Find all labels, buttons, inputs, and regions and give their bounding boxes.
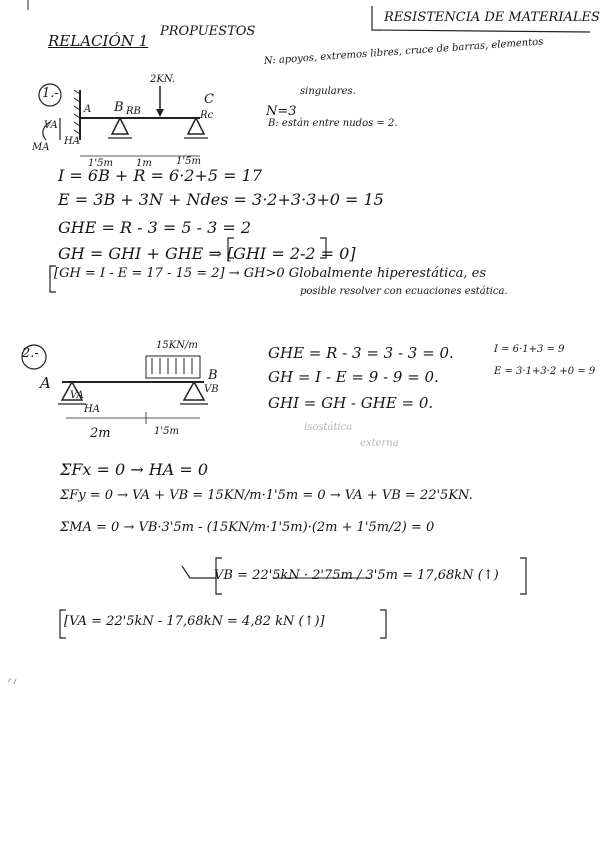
p1-ha: HA bbox=[64, 136, 80, 147]
p1-note-4: B: están entre nudos = 2. bbox=[268, 118, 398, 129]
p1-eq-5: [GH = I - E = 17 - 15 = 2] → GH>0 Globalmente hiperestática, es bbox=[54, 266, 486, 281]
p1-eq-2: E = 3B + 3N + Ndes = 3·2+3·3+0 = 15 bbox=[58, 190, 384, 209]
p2-faint-note-1: isostática bbox=[304, 422, 353, 433]
p1-note-2: singulares. bbox=[300, 86, 356, 97]
propuestos-subtitle: PROPUESTOS bbox=[160, 24, 256, 39]
p2-eq-2: ΣFy = 0 → VA + VB = 15KN/m·1'5m = 0 → VA + VB = 22'5KN. bbox=[60, 488, 473, 503]
p2-eq-1: ΣFx = 0 → HA = 0 bbox=[60, 460, 209, 479]
p2-bracket-va-right bbox=[380, 610, 386, 638]
p1-va: VA bbox=[44, 120, 58, 131]
problem1-number: 1.- bbox=[42, 86, 59, 101]
p2-ha: HA bbox=[84, 404, 100, 415]
problem1-load-label: 2KN. bbox=[150, 74, 176, 85]
p1-rb: RB bbox=[126, 106, 141, 117]
p1-load-arrowhead bbox=[156, 109, 164, 117]
header-box-line bbox=[372, 6, 590, 32]
p2-side-eq-2: GH = I - E = 9 - 9 = 0. bbox=[268, 368, 439, 386]
p2-side-note-1: I = 6·1+3 = 9 bbox=[494, 344, 565, 355]
stray-marks bbox=[8, 678, 16, 684]
p1-dim-3: 1'5m bbox=[176, 156, 201, 167]
p1-moment-arrow bbox=[43, 122, 50, 140]
p1-rc: Rc bbox=[200, 110, 214, 121]
p2-node-a: A bbox=[40, 374, 51, 392]
p2-dim-1: 2m bbox=[90, 426, 111, 441]
p1-eq-4: GH = GHI + GHE ⇒ [GHI = 2-2 = 0] bbox=[58, 244, 356, 263]
p1-support-b bbox=[112, 118, 128, 134]
problem2-number: 2.- bbox=[22, 346, 39, 361]
p1-node-b: B bbox=[114, 100, 124, 115]
p2-side-eq-3: GHI = GH - GHE = 0. bbox=[268, 394, 434, 412]
p2-load-label: 15KN/m bbox=[156, 340, 198, 351]
p1-node-c: C bbox=[204, 92, 214, 107]
p2-side-note-2: E = 3·1+3·2 +0 = 9 bbox=[494, 366, 596, 377]
p2-bracket-vb-right bbox=[520, 558, 526, 594]
p1-bracket-gh-left bbox=[50, 266, 56, 292]
p2-vb: VB bbox=[204, 384, 219, 395]
p1-eq-3: GHE = R - 3 = 5 - 3 = 2 bbox=[58, 218, 252, 237]
problem1-circle bbox=[39, 84, 61, 106]
p1-ma: MA bbox=[32, 142, 50, 153]
p1-eq-1: I = 6B + R = 6·2+5 = 17 bbox=[58, 166, 263, 185]
problem2-circle bbox=[22, 345, 46, 369]
p1-note-3: N=3 bbox=[266, 104, 297, 119]
p1-node-a: A bbox=[84, 104, 92, 115]
p1-note-1: N: apoyos, extremos libres, cruce de barras, elementos bbox=[263, 36, 544, 67]
p2-eq-5: [VA = 22'5kN - 17,68kN = 4,82 kN (↑)] bbox=[64, 614, 325, 629]
p2-dim-2: 1'5m bbox=[154, 426, 179, 437]
p2-node-b: B bbox=[208, 368, 218, 383]
p2-result-arrow bbox=[182, 566, 216, 578]
p2-load-arrows bbox=[152, 358, 192, 374]
p2-eq-4: VB = 22'5kN · 2'75m / 3'5m = 17,68kN (↑) bbox=[214, 568, 499, 583]
p2-eq-3: ΣMA = 0 → VB·3'5m - (15KN/m·1'5m)·(2m + 1'5m/2) = 0 bbox=[60, 520, 435, 535]
p1-bracket-ghi-right bbox=[320, 238, 326, 258]
p1-dim-1: 1'5m bbox=[88, 158, 113, 169]
p1-bracket-ghi-left bbox=[228, 238, 234, 258]
p1-support-c bbox=[188, 118, 204, 134]
p2-va: VA bbox=[70, 390, 84, 401]
p2-support-a bbox=[62, 382, 82, 400]
p1-dim-2: 1m bbox=[136, 158, 152, 169]
relacion-title: RELACIÓN 1 bbox=[48, 32, 149, 50]
course-title: RESISTENCIA DE MATERIALES bbox=[384, 10, 600, 25]
p2-bracket-vb-left bbox=[216, 558, 222, 594]
p2-side-eq-1: GHE = R - 3 = 3 - 3 = 0. bbox=[268, 344, 454, 362]
p2-bracket-va-left bbox=[60, 610, 66, 638]
p2-support-b bbox=[184, 382, 204, 400]
p1-eq-6: posible resolver con ecuaciones estática. bbox=[300, 286, 508, 297]
p2-faint-note-2: externa bbox=[360, 438, 399, 449]
